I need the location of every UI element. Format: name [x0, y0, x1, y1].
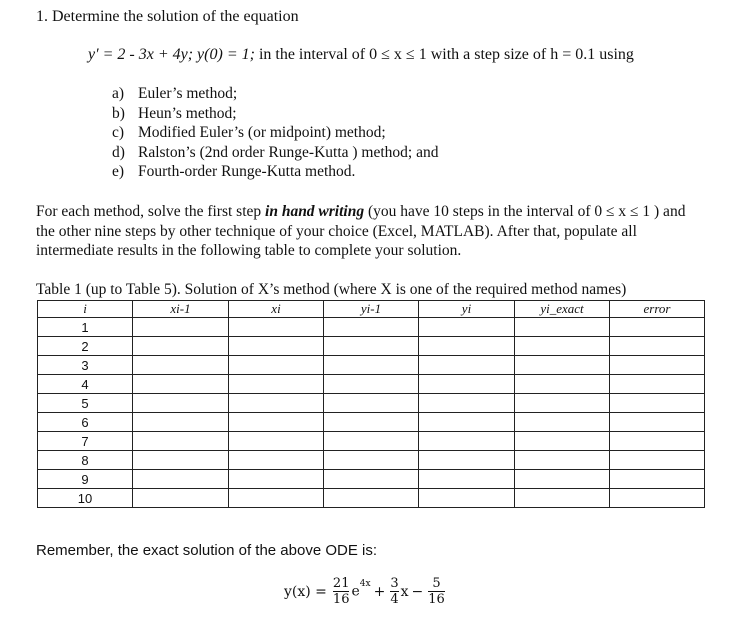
table-cell [419, 432, 515, 451]
table-cell [133, 470, 229, 489]
table-cell [229, 394, 324, 413]
fraction-term-3: $\frac{5}{16}$ [428, 576, 445, 607]
table-cell [515, 394, 610, 413]
table-cell [133, 394, 229, 413]
table-cell [324, 451, 419, 470]
table-cell [419, 413, 515, 432]
table-cell [324, 432, 419, 451]
table-cell [419, 489, 515, 508]
method-item: e) Fourth-order Runge-Kutta method. [112, 163, 356, 180]
table-cell [229, 356, 324, 375]
table-cell [324, 394, 419, 413]
methods-list [112, 84, 438, 182]
method-item: a) Euler’s method; [112, 85, 238, 102]
row-index: 10 [38, 489, 133, 508]
table-cell [324, 318, 419, 337]
column-header: xi [229, 301, 324, 318]
table-cell [610, 394, 705, 413]
ode-equation [88, 46, 634, 64]
table-cell [133, 432, 229, 451]
table-cell [133, 489, 229, 508]
table-cell [229, 470, 324, 489]
table-cell [229, 489, 324, 508]
table-row [38, 489, 705, 508]
table-cell [133, 337, 229, 356]
instruction-emphasis: in hand writing [265, 203, 365, 220]
table-cell [610, 356, 705, 375]
table-cell [419, 470, 515, 489]
table-cell [515, 451, 610, 470]
table-row [38, 394, 705, 413]
table-cell [324, 375, 419, 394]
table-cell [229, 337, 324, 356]
table-cell [324, 470, 419, 489]
method-item: b) Heun’s method; [112, 104, 237, 122]
table-cell [324, 413, 419, 432]
table-cell [610, 375, 705, 394]
table-row [38, 432, 705, 451]
table-cell [419, 318, 515, 337]
table-cell [133, 451, 229, 470]
table-cell [419, 356, 515, 375]
table-row [38, 337, 705, 356]
table-cell [229, 413, 324, 432]
table-cell [229, 375, 324, 394]
column-header: yi [419, 301, 515, 318]
table-row [38, 375, 705, 394]
row-index: 1 [38, 318, 133, 337]
table-cell [324, 489, 419, 508]
method-item: c) Modified Euler’s (or midpoint) method; [112, 124, 386, 141]
table-cell [419, 337, 515, 356]
table-cell [515, 356, 610, 375]
row-index: 5 [38, 394, 133, 413]
row-index: 9 [38, 470, 133, 489]
table-cell [419, 375, 515, 394]
row-index: 3 [38, 356, 133, 375]
row-index: 4 [38, 375, 133, 394]
row-index: 8 [38, 451, 133, 470]
table-cell [324, 356, 419, 375]
table-cell [419, 394, 515, 413]
table-header-row [38, 301, 705, 318]
table-cell [229, 432, 324, 451]
exp-term: $e^{4x}$ [351, 579, 371, 600]
table-cell [324, 337, 419, 356]
remember-note: Remember, the exact solution of the above ODE is: [36, 542, 378, 559]
table-row [38, 470, 705, 489]
table-cell [133, 356, 229, 375]
table-row [38, 451, 705, 470]
table-cell [610, 470, 705, 489]
table-row [38, 356, 705, 375]
column-header: i [38, 301, 133, 318]
method-item: d) Ralston’s (2nd order Runge-Kutta ) method; and [112, 143, 439, 161]
fraction-term-1: $\frac{21}{16}$ [332, 576, 350, 607]
table-cell [515, 375, 610, 394]
solution-lhs: y(x) = [284, 583, 327, 600]
row-index: 7 [38, 432, 133, 451]
table-cell [133, 375, 229, 394]
table-cell [610, 451, 705, 470]
exact-solution-formula: y(x) = $\frac{21}{16}$ $e^{4x}$ + $\frac{3}{4}$ x − $\frac{5}{16}$ [284, 576, 445, 607]
column-header: yi-1 [324, 301, 419, 318]
results-table [37, 300, 705, 508]
table-cell [515, 432, 610, 451]
table-cell [419, 451, 515, 470]
ode-expression: y′ = 2 - 3x + 4y; y(0) = 1; [88, 46, 255, 63]
table-cell [133, 318, 229, 337]
column-header: yi_exact [515, 301, 610, 318]
table-row [38, 413, 705, 432]
row-index: 2 [38, 337, 133, 356]
table-cell [610, 489, 705, 508]
row-index: 6 [38, 413, 133, 432]
table-cell [610, 318, 705, 337]
instruction-paragraph: For each method, solve the first step in hand writing (you have 10 steps in the interval of 0 ≤ x ≤ 1 ) and the other nine steps by other technique of your choice (Excel, MATLAB). After that, populate all intermediate results in the following table to complete your solution. [36, 203, 686, 259]
table-cell [515, 318, 610, 337]
table-cell [515, 489, 610, 508]
table-row [38, 318, 705, 337]
table-caption: Table 1 (up to Table 5). Solution of X’s method (where X is one of the required method names) [36, 281, 627, 298]
column-header: xi-1 [133, 301, 229, 318]
question-title: 1. Determine the solution of the equation [36, 8, 299, 25]
table-cell [610, 432, 705, 451]
table-cell [515, 413, 610, 432]
table-cell [133, 413, 229, 432]
table-cell [515, 337, 610, 356]
ode-interval: in the interval of 0 ≤ x ≤ 1 with a step size of h = 0.1 using [258, 46, 634, 63]
table-cell [229, 451, 324, 470]
table-cell [229, 318, 324, 337]
table-cell [515, 470, 610, 489]
fraction-term-2: $\frac{3}{4}$ [390, 576, 399, 607]
table-cell [610, 337, 705, 356]
column-header: error [610, 301, 705, 318]
table-cell [610, 413, 705, 432]
